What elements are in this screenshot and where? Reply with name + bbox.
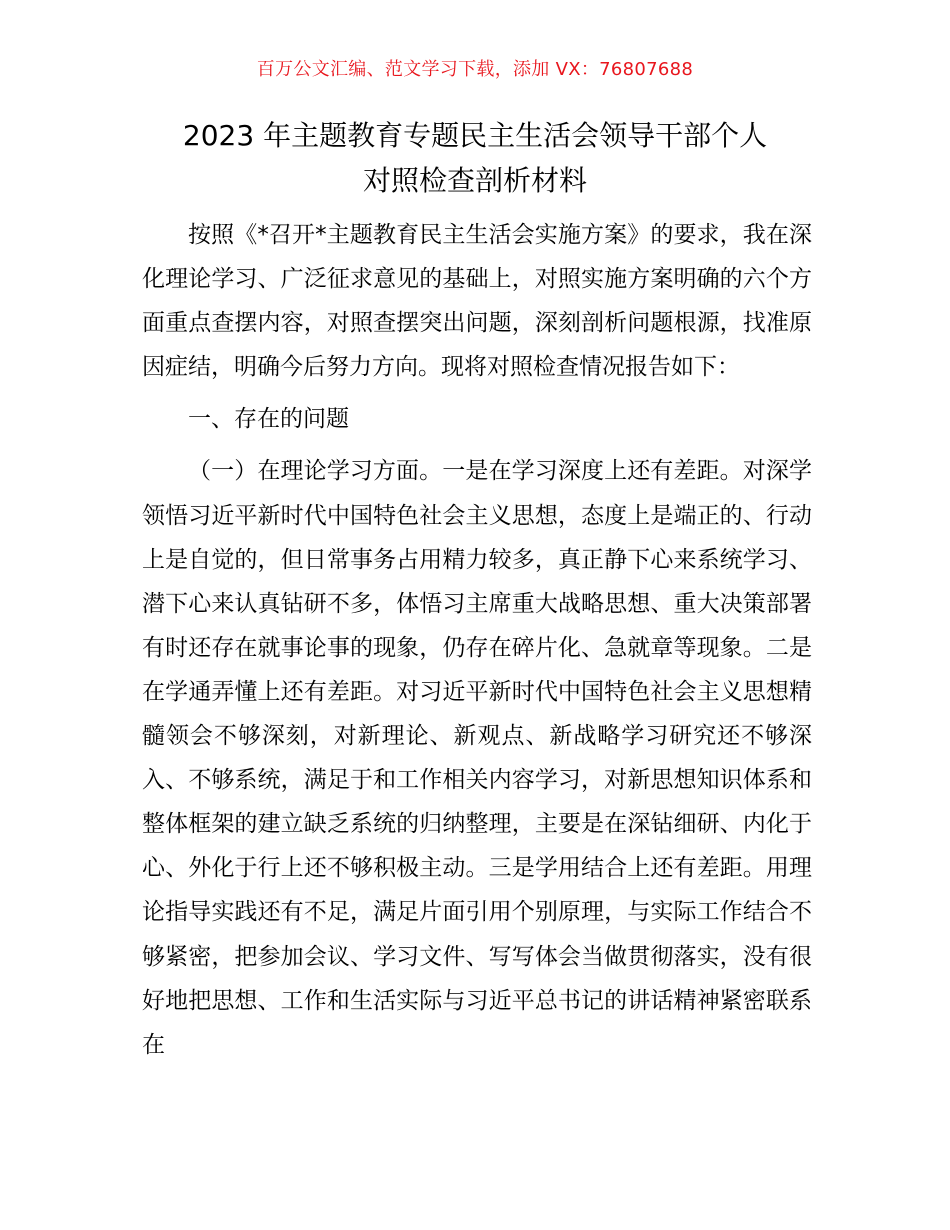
- section-heading: 一、存在的问题: [188, 406, 349, 433]
- document-title: [0, 113, 950, 203]
- document-title-line-2: 对照检查剖析材料: [362, 164, 587, 197]
- theory-study-paragraph: （一）在理论学习方面。一是在学习深度上还有差距。对深学领悟习近平新时代中国特色社会主义思想，态度上是端正的、行动上是自觉的，但日常事务占用精力较多，真正静下心来系统学习、潜下心来认真钻研不多，体悟习主席重大战略思想、重大决策部署有时还存在就事论事的现象，仍存在碎片化、急就章等现象。二是在学通弄懂上还有差距。对习近平新时代中国特色社会主义思想精髓领会不够深刻，对新理论、新观点、新战略学习研究还不够深入、不够系统，满足于和工作相关内容学习，对新思想知识体系和整体框架的建立缺乏系统的归纳整理，主要是在深钻细研、内化于心、外化于行上还不够积极主动。三是学用结合上还有差距。用理论指导实践还有不足，满足片面引用个别原理，与实际工作结合不够紧密，把参加会议、学习文件、写写体会当做贯彻落实，没有很好地把思想、工作和生活实际与习近平总书记的讲话精神紧密联系在: [142, 458, 812, 1058]
- intro-paragraph: 按照《*召开*主题教育民主生活会实施方案》的要求，我在深化理论学习、广泛征求意见的基础上，对照实施方案明确的六个方面重点查摆内容，对照查摆突出问题，深刻剖析问题根源，找准原因症结，明确今后努力方向。现将对照检查情况报告如下：: [142, 222, 812, 381]
- document-body: [142, 213, 812, 1067]
- header-banner: 百万公文汇编、范文学习下载，添加 VX：76807688: [256, 59, 694, 80]
- document-title-line-1: 2023 年主题教育专题民主生活会领导干部个人: [182, 119, 768, 152]
